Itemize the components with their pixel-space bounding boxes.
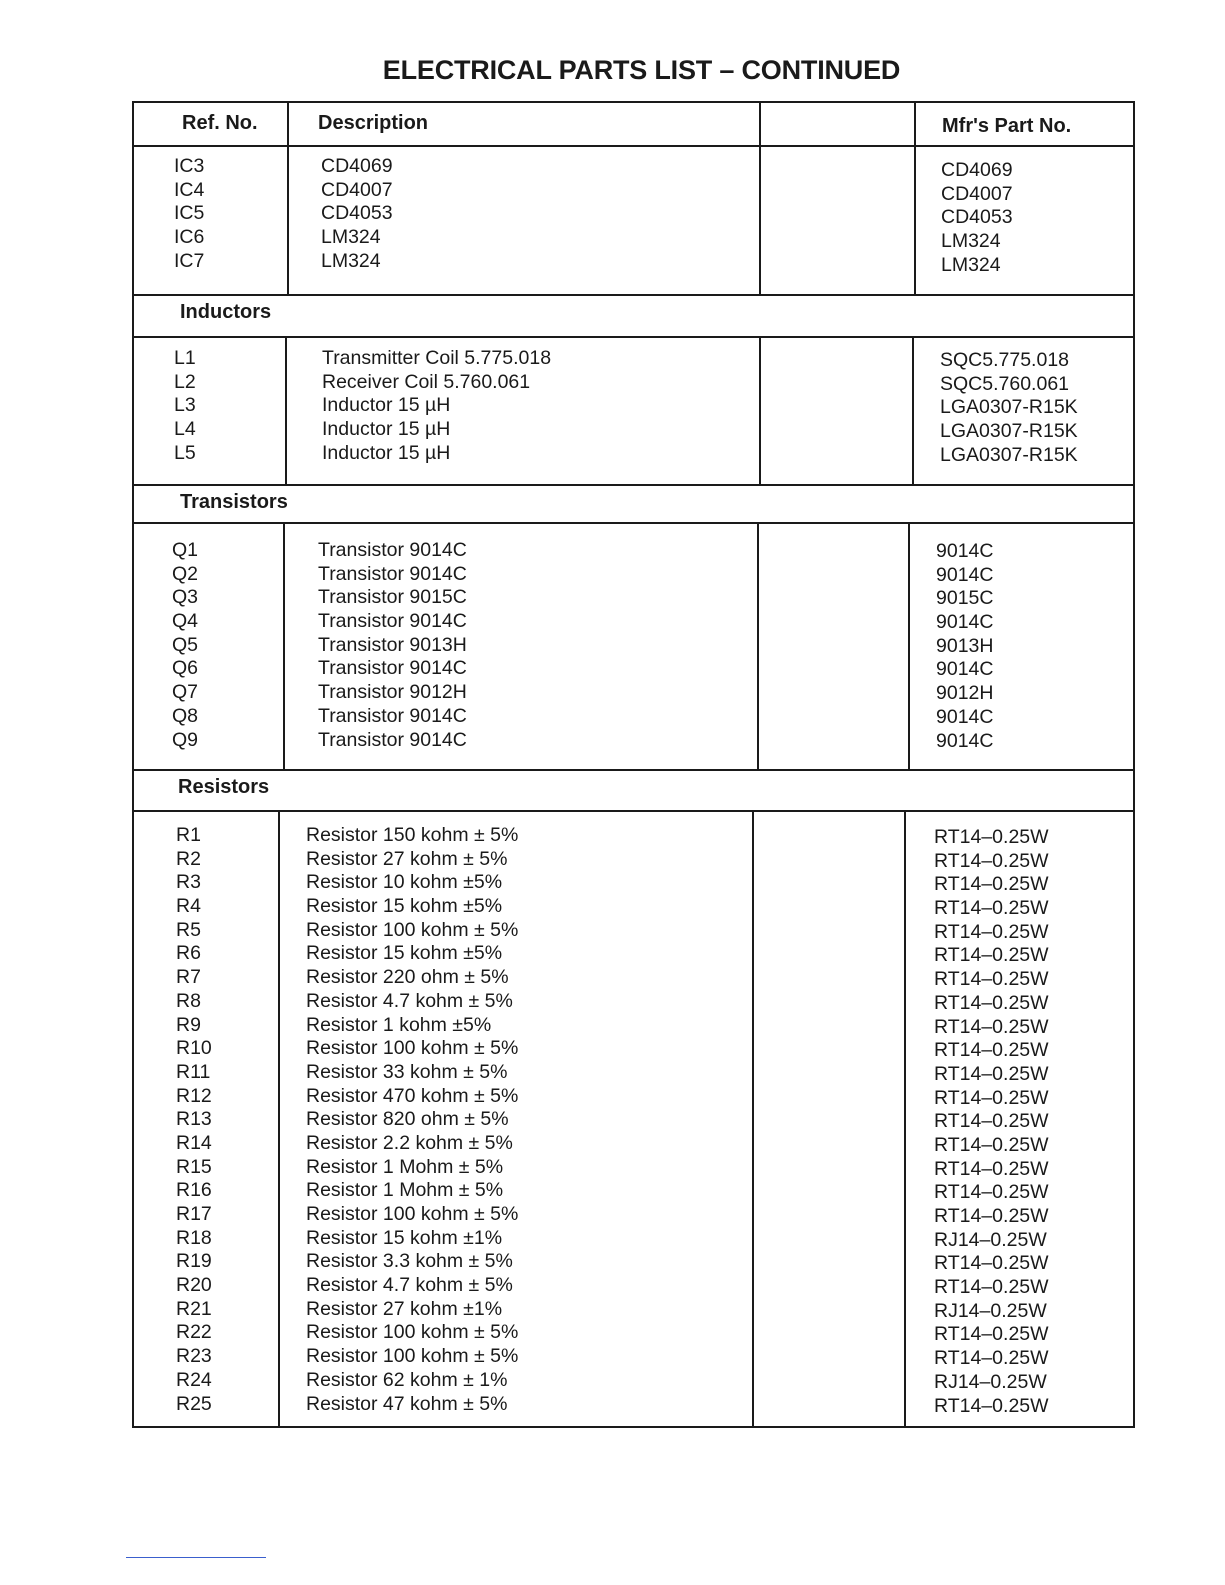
section-rule <box>134 484 1133 486</box>
part-number-cell: RT14–0.25W <box>934 944 1049 967</box>
ref-column <box>172 539 198 752</box>
part-number-cell: SQC5.760.061 <box>940 372 1070 395</box>
description-cell: Resistor 470 kohm ± 5% <box>306 1084 519 1107</box>
part-number-cell: RT14–0.25W <box>934 1133 1049 1156</box>
part-number-cell: 9014C <box>936 563 994 586</box>
ref-cell: R23 <box>176 1345 212 1368</box>
description-cell: Resistor 1 kohm ±5% <box>306 1013 492 1036</box>
part-number-cell: RJ14–0.25W <box>934 1299 1047 1322</box>
ref-cell: R7 <box>176 966 201 989</box>
ref-cell: R24 <box>176 1368 212 1391</box>
description-cell: Receiver Coil 5.760.061 <box>322 370 531 393</box>
section-title-transistors: Transistors <box>180 491 288 513</box>
description-cell: Resistor 100 kohm ± 5% <box>306 1321 519 1344</box>
ref-cell: Q2 <box>172 562 199 585</box>
description-cell: Transistor 9015C <box>318 586 467 609</box>
part-number-cell: RT14–0.25W <box>934 968 1049 991</box>
description-cell: Resistor 1 Mohm ± 5% <box>306 1155 504 1178</box>
footer-underline <box>126 1557 266 1558</box>
part-number-cell: 9015C <box>936 587 994 610</box>
description-cell: LM324 <box>321 249 381 272</box>
part-number-cell: RT14–0.25W <box>934 920 1049 943</box>
part-number-cell: SQC5.775.018 <box>940 349 1070 371</box>
part-number-cell: 9014C <box>936 611 994 634</box>
description-cell: Resistor 100 kohm ± 5% <box>306 1037 519 1060</box>
ref-cell: R21 <box>176 1297 212 1320</box>
description-cell: Inductor 15 µH <box>322 394 451 417</box>
part-number-cell: LGA0307-R15K <box>940 443 1078 466</box>
description-cell: Resistor 220 ohm ± 5% <box>306 966 509 989</box>
ref-cell: Q3 <box>172 586 199 609</box>
header-ref: Ref. No. <box>182 112 258 134</box>
page-title: ELECTRICAL PARTS LIST – CONTINUED <box>382 55 901 85</box>
description-cell: Inductor 15 µH <box>322 418 451 441</box>
part-number-cell: RT14–0.25W <box>934 849 1049 872</box>
description-cell: Resistor 4.7 kohm ± 5% <box>306 1274 513 1297</box>
description-cell: Transistor 9014C <box>318 728 467 751</box>
ref-cell: L2 <box>174 370 196 393</box>
description-cell: Resistor 3.3 kohm ± 5% <box>306 1250 513 1273</box>
column-divider <box>287 103 289 294</box>
ref-cell: R13 <box>176 1108 212 1131</box>
column-divider <box>912 338 914 484</box>
ref-cell: R2 <box>176 847 201 870</box>
ref-cell: R15 <box>176 1155 212 1178</box>
ref-cell: Q4 <box>172 610 199 633</box>
part-number-cell: CD4053 <box>941 206 1013 229</box>
description-cell: CD4007 <box>321 178 393 201</box>
part-number-cell: RT14–0.25W <box>934 1086 1049 1109</box>
part-number-cell: RJ14–0.25W <box>934 1228 1047 1251</box>
section-rule <box>134 336 1133 338</box>
description-cell: Resistor 27 kohm ±1% <box>306 1297 503 1320</box>
ref-cell: L4 <box>174 418 196 441</box>
description-cell: Inductor 15 µH <box>322 441 451 464</box>
ref-cell: R9 <box>176 1013 201 1036</box>
ref-cell: R10 <box>176 1037 212 1060</box>
description-cell: CD4053 <box>321 202 393 225</box>
description-cell: Resistor 15 kohm ±5% <box>306 942 503 965</box>
ref-cell: IC5 <box>174 202 205 225</box>
description-cell: Resistor 100 kohm ± 5% <box>306 918 519 941</box>
parts-table <box>132 101 1135 1428</box>
part-number-cell: RT14–0.25W <box>934 897 1049 920</box>
part-number-cell: RT14–0.25W <box>934 1062 1049 1085</box>
description-cell: Resistor 62 kohm ± 1% <box>306 1368 508 1391</box>
ref-cell: Q6 <box>172 657 199 680</box>
part-number-cell: RT14–0.25W <box>934 1039 1049 1062</box>
ref-cell: IC3 <box>174 155 205 177</box>
description-cell: Transistor 9014C <box>318 539 467 561</box>
ref-cell: R18 <box>176 1226 212 1249</box>
ref-cell: Q9 <box>172 728 199 751</box>
description-cell: Resistor 10 kohm ±5% <box>306 871 503 894</box>
description-cell: Transistor 9014C <box>318 610 467 633</box>
section-rule <box>134 769 1133 771</box>
ref-cell: R19 <box>176 1250 212 1273</box>
part-number-cell: RT14–0.25W <box>934 1394 1049 1417</box>
part-number-cell: CD4007 <box>941 182 1013 205</box>
ref-cell: R6 <box>176 942 201 965</box>
part-number-cell: 9012H <box>936 682 994 705</box>
ref-cell: L5 <box>174 441 196 464</box>
ref-cell: R1 <box>176 824 201 846</box>
part-number-cell: LM324 <box>941 253 1001 276</box>
description-cell: Resistor 2.2 kohm ± 5% <box>306 1131 513 1154</box>
description-cell: Transistor 9012H <box>318 681 467 704</box>
part-number-cell: RT14–0.25W <box>934 1252 1049 1275</box>
description-column <box>321 155 393 273</box>
column-divider <box>914 103 916 294</box>
part-number-cell: RT14–0.25W <box>934 1205 1049 1227</box>
description-column <box>306 824 518 1416</box>
description-cell: LM324 <box>321 226 381 249</box>
part-number-cell: RT14–0.25W <box>934 1157 1049 1180</box>
part-number-cell: RT14–0.25W <box>934 1015 1049 1038</box>
ref-column <box>174 347 196 465</box>
ref-cell: Q5 <box>172 633 199 656</box>
part-number-cell: LM324 <box>941 230 1001 253</box>
ref-cell: R3 <box>176 871 201 894</box>
part-number-cell: RT14–0.25W <box>934 1347 1049 1370</box>
ref-column <box>174 155 204 273</box>
description-cell: Resistor 15 kohm ±5% <box>306 895 503 918</box>
part-number-cell: RT14–0.25W <box>934 1323 1049 1346</box>
ref-cell: R16 <box>176 1179 212 1202</box>
part-number-cell: 9014C <box>936 658 994 681</box>
description-cell: Resistor 1 Mohm ± 5% <box>306 1179 504 1202</box>
part-number-cell: CD4069 <box>941 159 1013 181</box>
ref-cell: R4 <box>176 895 201 918</box>
column-divider <box>908 524 910 771</box>
header-description: Description <box>318 112 429 134</box>
part-number-cell: 9014C <box>936 729 994 752</box>
part-column <box>941 159 1013 277</box>
part-column <box>940 349 1078 467</box>
part-number-cell: RT14–0.25W <box>934 991 1049 1014</box>
part-number-cell: RT14–0.25W <box>934 826 1049 848</box>
ref-cell: Q7 <box>172 681 199 704</box>
description-cell: Resistor 33 kohm ± 5% <box>306 1060 508 1083</box>
description-cell: Transmitter Coil 5.775.018 <box>322 347 552 369</box>
ref-cell: R5 <box>176 918 201 941</box>
section-rule <box>134 522 1133 524</box>
part-number-cell: 9014C <box>936 540 994 562</box>
description-cell: Resistor 820 ohm ± 5% <box>306 1108 509 1131</box>
description-cell: Resistor 150 kohm ± 5% <box>306 824 519 846</box>
part-number-cell: LGA0307-R15K <box>940 420 1078 443</box>
section-rule <box>134 294 1133 296</box>
ref-cell: R12 <box>176 1084 212 1107</box>
part-number-cell: 9014C <box>936 705 994 728</box>
part-number-cell: RT14–0.25W <box>934 1110 1049 1133</box>
description-cell: Transistor 9013H <box>318 633 467 656</box>
part-number-cell: RT14–0.25W <box>934 873 1049 896</box>
description-cell: Transistor 9014C <box>318 562 467 585</box>
column-divider <box>757 524 759 771</box>
ref-cell: R14 <box>176 1131 212 1154</box>
section-title-inductors: Inductors <box>180 301 272 323</box>
description-cell: Resistor 15 kohm ±1% <box>306 1226 503 1249</box>
description-column <box>318 539 467 752</box>
header-rule <box>134 145 1133 147</box>
column-divider <box>759 103 761 294</box>
section-rule <box>134 810 1133 812</box>
ref-column <box>176 824 212 1416</box>
description-cell: Resistor 100 kohm ± 5% <box>306 1345 519 1368</box>
header-part: Mfr's Part No. <box>942 115 1072 137</box>
ref-cell: R25 <box>176 1392 212 1415</box>
part-column <box>936 540 993 753</box>
ref-cell: IC6 <box>174 226 205 249</box>
description-cell: Transistor 9014C <box>318 704 467 727</box>
description-cell: Resistor 27 kohm ± 5% <box>306 847 508 870</box>
ref-cell: IC7 <box>174 249 205 272</box>
description-cell: Transistor 9014C <box>318 657 467 680</box>
ref-cell: IC4 <box>174 178 205 201</box>
ref-cell: R22 <box>176 1321 212 1344</box>
part-number-cell: LGA0307-R15K <box>940 396 1078 419</box>
part-number-cell: RJ14–0.25W <box>934 1370 1047 1393</box>
column-divider <box>752 812 754 1428</box>
ref-cell: R17 <box>176 1203 212 1225</box>
part-number-cell: RT14–0.25W <box>934 1181 1049 1204</box>
ref-cell: L3 <box>174 394 196 417</box>
section-title-resistors: Resistors <box>178 776 270 798</box>
ref-cell: R11 <box>176 1060 211 1083</box>
description-cell: Resistor 4.7 kohm ± 5% <box>306 989 513 1012</box>
description-column <box>322 347 551 465</box>
column-divider <box>283 524 285 771</box>
column-divider <box>904 812 906 1428</box>
part-column <box>934 826 1049 1418</box>
description-cell: CD4069 <box>321 155 393 177</box>
ref-cell: R8 <box>176 989 201 1012</box>
part-number-cell: 9013H <box>936 634 994 657</box>
column-divider <box>278 812 280 1428</box>
description-cell: Resistor 100 kohm ± 5% <box>306 1203 519 1225</box>
column-divider <box>759 338 761 484</box>
ref-cell: Q8 <box>172 704 199 727</box>
ref-cell: R20 <box>176 1274 212 1297</box>
ref-cell: Q1 <box>172 539 199 561</box>
ref-cell: L1 <box>174 347 196 369</box>
column-divider <box>285 338 287 484</box>
description-cell: Resistor 47 kohm ± 5% <box>306 1392 508 1415</box>
part-number-cell: RT14–0.25W <box>934 1276 1049 1299</box>
